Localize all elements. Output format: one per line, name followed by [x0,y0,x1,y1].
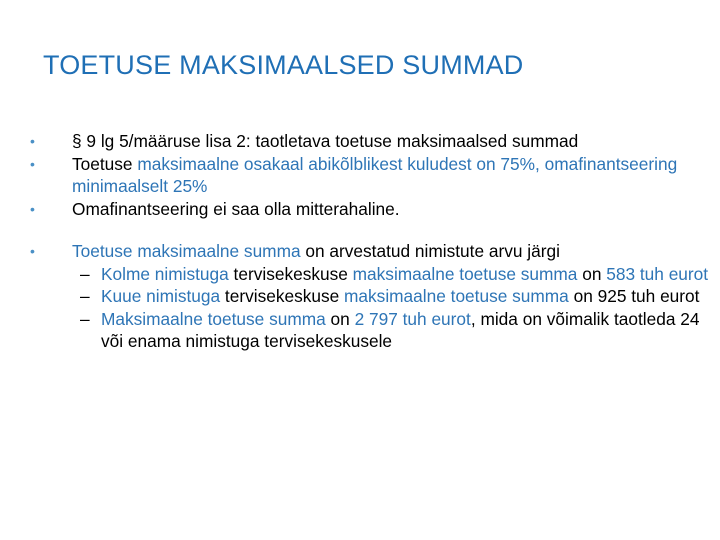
slide-title: TOETUSE MAKSIMAALSED SUMMAD [43,50,524,80]
bullet-icon: • [30,155,35,172]
sub-bullet-item [30,285,710,308]
bullet-icon: • [30,243,35,259]
bullet-icon: • [30,200,35,217]
sub-bullet-text: on 925 tuh eurot [568,286,700,306]
bullet-text: on arvestatud nimistute arvu järgi [300,241,560,261]
bullet-item [30,153,710,198]
slide-body [30,130,710,353]
sub-bullet-text: on [577,263,607,284]
sub-bullet-item [30,263,710,286]
bullet-text-highlight: maksimaalne osakaal abikõlblikest kuludest on 75%, omafinantseering minimaalselt 25% [72,153,678,196]
bullet-icon: • [30,133,35,149]
dash-icon: – [80,286,90,306]
sub-bullet-highlight: Kolme nimistuga [101,263,229,284]
bullet-text: Toetuse [72,153,138,174]
dash-icon: – [80,263,90,284]
sub-bullet-highlight: 583 tuh eurot [606,263,709,284]
sub-bullet-highlight: maksimaalne toetuse summa [344,286,569,306]
sub-bullet-item [30,308,710,353]
sub-bullet-highlight: 2 797 tuh eurot [354,308,471,329]
sub-bullet-highlight: maksimaalne toetuse summa [352,263,578,284]
sub-bullet-highlight: Kuue nimistuga [101,286,221,306]
sub-bullet-text: tervisekeskuse [228,263,353,284]
bullet-text-highlight: Toetuse maksimaalne summa [72,241,301,261]
dash-icon: – [80,308,90,329]
sub-bullet-text: tervisekeskuse [220,286,345,306]
bullet-text: Omafinantseering ei saa olla mitterahaline. [72,198,400,219]
sub-bullet-highlight: Maksimaalne toetuse summa [101,308,326,329]
sub-bullet-text: , mida on võimalik taotleda 24 või enama nimistuga tervisekeskusele [101,308,700,351]
bullet-item [30,130,710,153]
bullet-item [30,240,710,263]
bullet-text: § 9 lg 5/määruse lisa 2: taotletava toetuse maksimaalsed summad [72,131,579,151]
bullet-item [30,198,710,221]
sub-bullet-text: on [325,308,355,329]
